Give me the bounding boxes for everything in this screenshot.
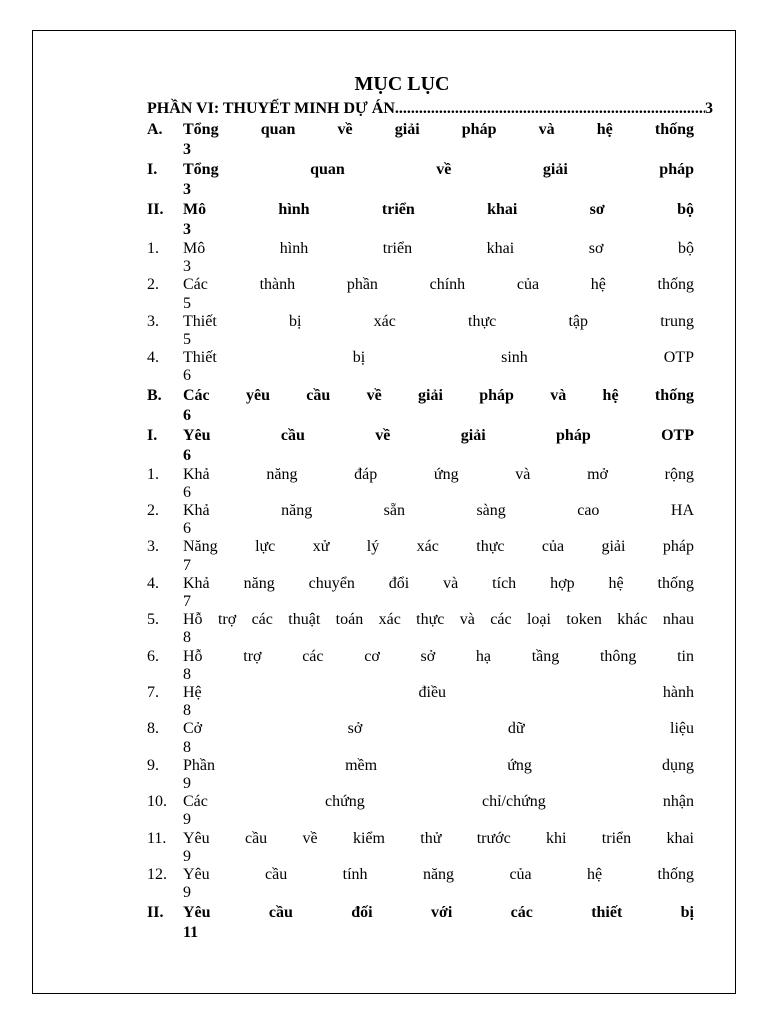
toc-entry-page: 6 [183,446,191,464]
toc-leader-dots [395,98,705,120]
toc-entry [147,866,713,902]
toc-entry [147,502,713,538]
toc-entry-title: Tổng quan về giải pháp [183,161,694,178]
toc-entry-title: Tổng quan về giải pháp và hệ thống [183,121,694,138]
toc-entry-page: 9 [183,884,191,902]
toc-entry-number: 8. [147,720,159,738]
toc-entry-page: 5 [183,294,191,312]
toc-entry [147,426,713,466]
toc-entry-number: 9. [147,756,159,774]
toc-entry-page: 9 [183,811,191,829]
toc-entry [147,240,713,276]
table-of-contents [147,98,713,943]
toc-entry-page: 6 [183,406,191,424]
toc-entry [147,793,713,829]
toc-entry-title: Khả năng chuyển đổi và tích hợp hệ thống [183,574,694,592]
toc-entry-title: Hỗ trợ các thuật toán xác thực và các loại token khác nhau [183,611,694,629]
toc-entry-number: I. [147,161,158,178]
toc-entry-title: Yêu cầu tính năng của hệ thống [183,866,694,884]
toc-entry [147,349,713,385]
toc-entry-title: Phần mềm ứng dụng [183,756,694,774]
toc-part-page: 3 [705,100,713,117]
toc-entry-title: Khả năng sẵn sàng cao HA [183,502,694,520]
toc-entry-number: B. [147,386,162,404]
toc-entry-title: Các chứng chỉ/chứng nhận [183,793,694,811]
toc-entry-number: 3. [147,538,159,556]
toc-entry-title: Thiết bị sinh OTP [183,349,694,367]
toc-entry-number: 11. [147,829,167,847]
toc-entry [147,720,713,756]
toc-entry-title: Hệ điều hành [183,684,694,702]
toc-entry-number: 4. [147,349,159,367]
toc-entry [147,684,713,720]
toc-entry-number: 7. [147,684,159,702]
toc-entry-page: 11 [183,923,199,941]
toc-entry-page: 8 [183,629,191,647]
toc-entry-number: 2. [147,502,159,520]
toc-entry [147,160,713,200]
toc-entry [147,903,713,943]
toc-part-heading [147,98,713,120]
toc-entry-page: 5 [183,331,191,349]
toc-entry [147,466,713,502]
toc-entry-number: II. [147,201,164,218]
toc-entry-number: 3. [147,312,159,330]
toc-entry [147,830,713,866]
toc-entry-title: Hỗ trợ các cơ sở hạ tầng thông tin [183,647,694,665]
toc-entry-title: Các thành phần chính của hệ thống [183,276,694,294]
document-title: MỤC LỤC [354,73,450,95]
toc-entry-title: Yêu cầu về kiểm thử trước khi triển khai [183,829,694,847]
toc-entry-number: 1. [147,240,159,257]
toc-entry [147,120,713,160]
toc-entry-title: Thiết bị xác thực tập trung [183,312,694,330]
toc-entry-title: Yêu cầu đối với các thiết bị [183,903,694,921]
toc-entry-title: Cở sở dữ liệu [183,720,694,738]
toc-entry-title: Mô hình triển khai sơ bộ [183,201,694,218]
toc-entry [147,313,713,349]
toc-entry-number: II. [147,903,164,921]
toc-entry-title: Năng lực xử lý xác thực của giải pháp [183,538,694,556]
toc-entry-page: 8 [183,738,191,756]
toc-entry-number: 2. [147,276,159,294]
toc-entry [147,757,713,793]
toc-entry-page: 6 [183,520,191,538]
toc-entry-number: I. [147,426,158,444]
toc-entry-number: 10. [147,793,167,811]
toc-entry-number: 1. [147,465,159,483]
toc-entry [147,386,713,426]
toc-entry [147,611,713,647]
toc-entry-page: 9 [183,847,191,865]
toc-entry-title: Yêu cầu về giải pháp OTP [183,426,694,444]
toc-entry-page: 8 [183,665,191,683]
toc-entry [147,200,713,240]
toc-entry-page: 7 [183,556,191,574]
toc-entry [147,538,713,574]
toc-entry-number: A. [147,121,163,138]
toc-entry-number: 4. [147,574,159,592]
toc-entry-number: 6. [147,647,159,665]
toc-part-label: PHẦN VI: THUYẾT MINH DỰ ÁN [147,100,395,117]
toc-entry-page: 3 [183,141,191,158]
toc-entry-title: Mô hình triển khai sơ bộ [183,240,694,257]
toc-entry-title: Các yêu cầu về giải pháp và hệ thống [183,386,694,404]
toc-entry-number: 5. [147,611,159,629]
toc-entry-page: 6 [183,367,191,385]
toc-entry [147,648,713,684]
toc-entry-title: Khả năng đáp ứng và mở rộng [183,465,694,483]
toc-entry-number: 12. [147,866,167,884]
toc-entry [147,575,713,611]
toc-entry-page: 8 [183,702,191,720]
toc-entry-page: 3 [183,221,191,238]
toc-entry-page: 3 [183,181,191,198]
toc-entry [147,276,713,312]
toc-entry-page: 7 [183,593,191,611]
toc-entry-page: 6 [183,483,191,501]
toc-entry-page: 3 [183,258,191,276]
toc-entry-page: 9 [183,775,191,793]
